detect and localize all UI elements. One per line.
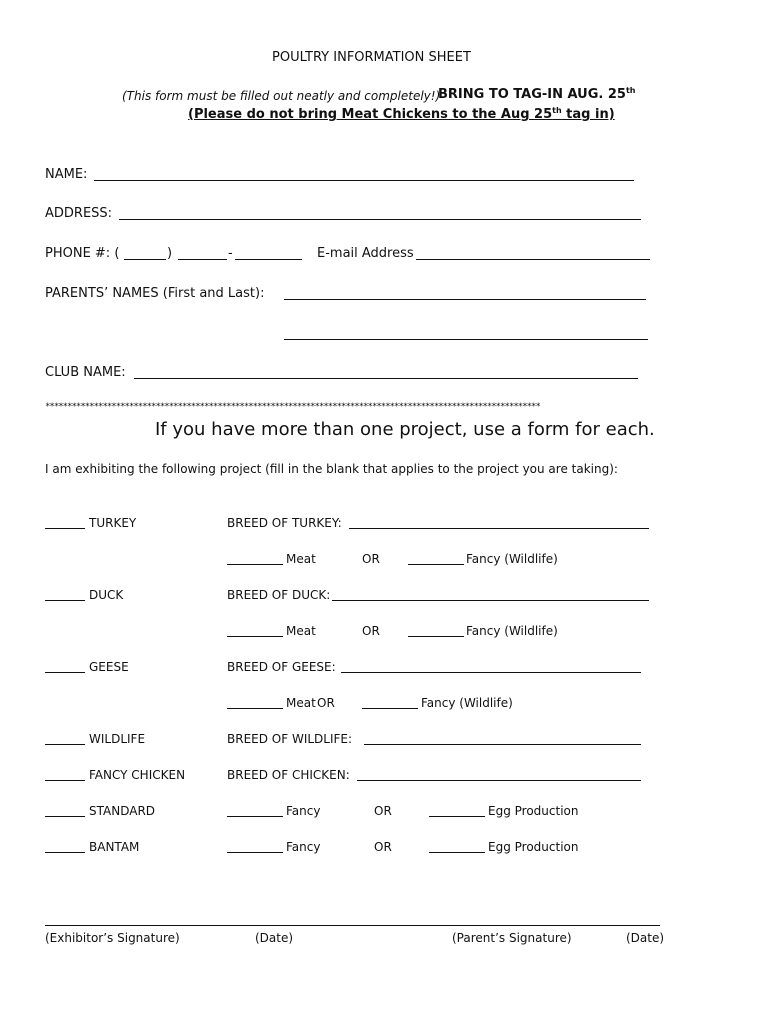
phone-label: PHONE #: ( xyxy=(45,246,120,261)
standard-checkbox-blank[interactable] xyxy=(45,816,85,817)
geese-or: OR xyxy=(317,696,335,710)
duck-breed-field[interactable] xyxy=(332,600,649,601)
club-name-field[interactable] xyxy=(134,378,638,379)
wildlife-checkbox-blank[interactable] xyxy=(45,744,85,745)
standard-label: STANDARD xyxy=(89,804,156,818)
name-label: NAME: xyxy=(45,167,88,182)
turkey-breed-field[interactable] xyxy=(349,528,649,529)
wildlife-breed-field[interactable] xyxy=(364,744,641,745)
turkey-checkbox-blank[interactable] xyxy=(45,528,85,529)
duck-meat-label: Meat xyxy=(286,624,316,638)
fancy-chicken-checkbox-blank[interactable] xyxy=(45,780,85,781)
asterisk-divider: **************************************************************************************************************** xyxy=(45,402,540,412)
bantam-or: OR xyxy=(374,840,392,854)
address-label: ADDRESS: xyxy=(45,206,113,221)
section-heading: If you have more than one project, use a form for each. xyxy=(155,419,655,440)
geese-fancy-label: Fancy (Wildlife) xyxy=(421,696,513,710)
bantam-egg-label: Egg Production xyxy=(488,840,579,854)
parents-names-field-1[interactable] xyxy=(284,299,646,300)
duck-checkbox-blank[interactable] xyxy=(45,600,85,601)
wildlife-label: WILDLIFE xyxy=(89,732,146,746)
bantam-fancy-blank[interactable] xyxy=(227,852,283,853)
name-field[interactable] xyxy=(94,180,634,181)
phone-prefix-field[interactable] xyxy=(178,259,227,260)
bantam-label: BANTAM xyxy=(89,840,140,854)
bring-to-tag-in: BRING TO TAG-IN AUG. 25th xyxy=(438,86,636,102)
club-name-label: CLUB NAME: xyxy=(45,365,126,380)
turkey-fancy-blank[interactable] xyxy=(408,564,464,565)
section-intro: I am exhibiting the following project (fill in the blank that applies to the project you are taking): xyxy=(45,462,618,476)
chicken-breed-field[interactable] xyxy=(357,780,641,781)
geese-breed-field[interactable] xyxy=(341,672,641,673)
geese-meat-blank[interactable] xyxy=(227,708,283,709)
duck-fancy-label: Fancy (Wildlife) xyxy=(466,624,558,638)
instruction-text: (This form must be filled out neatly and completely!) xyxy=(122,89,441,103)
duck-label: DUCK xyxy=(89,588,124,602)
turkey-meat-label: Meat xyxy=(286,552,316,566)
standard-egg-label: Egg Production xyxy=(488,804,579,818)
standard-or: OR xyxy=(374,804,392,818)
phone-line-field[interactable] xyxy=(235,259,302,260)
address-field[interactable] xyxy=(119,219,641,220)
turkey-breed-label: BREED OF TURKEY: xyxy=(227,516,342,530)
bantam-fancy-label: Fancy xyxy=(286,840,321,854)
standard-egg-blank[interactable] xyxy=(429,816,485,817)
exhibitor-date-label: (Date) xyxy=(255,931,294,945)
phone-dash: - xyxy=(228,246,233,261)
turkey-label: TURKEY xyxy=(89,516,137,530)
wildlife-breed-label: BREED OF WILDLIFE: xyxy=(227,732,353,746)
standard-fancy-label: Fancy xyxy=(286,804,321,818)
geese-checkbox-blank[interactable] xyxy=(45,672,85,673)
phone-close-paren: ) xyxy=(167,246,173,261)
bantam-egg-blank[interactable] xyxy=(429,852,485,853)
chicken-breed-label: BREED OF CHICKEN: xyxy=(227,768,350,782)
email-label: E-mail Address xyxy=(317,246,414,261)
parents-names-field-2[interactable] xyxy=(284,339,648,340)
meat-chicken-note: (Please do not bring Meat Chickens to the Aug 25th tag in) xyxy=(188,106,615,122)
geese-meat-label: Meat xyxy=(286,696,316,710)
phone-area-code-field[interactable] xyxy=(124,259,166,260)
turkey-meat-blank[interactable] xyxy=(227,564,283,565)
signature-line[interactable] xyxy=(45,925,660,926)
exhibitor-signature-label: (Exhibitor’s Signature) xyxy=(45,931,180,945)
bantam-checkbox-blank[interactable] xyxy=(45,852,85,853)
duck-breed-label: BREED OF DUCK: xyxy=(227,588,331,602)
duck-fancy-blank[interactable] xyxy=(408,636,464,637)
parent-date-label: (Date) xyxy=(626,931,665,945)
geese-label: GEESE xyxy=(89,660,129,674)
turkey-or: OR xyxy=(362,552,380,566)
geese-fancy-blank[interactable] xyxy=(362,708,418,709)
form-title: POULTRY INFORMATION SHEET xyxy=(272,50,471,65)
turkey-fancy-label: Fancy (Wildlife) xyxy=(466,552,558,566)
geese-breed-label: BREED OF GEESE: xyxy=(227,660,336,674)
email-field[interactable] xyxy=(416,259,650,260)
parent-signature-label: (Parent’s Signature) xyxy=(452,931,572,945)
duck-meat-blank[interactable] xyxy=(227,636,283,637)
standard-fancy-blank[interactable] xyxy=(227,816,283,817)
duck-or: OR xyxy=(362,624,380,638)
fancy-chicken-label: FANCY CHICKEN xyxy=(89,768,186,782)
parents-names-label: PARENTS’ NAMES (First and Last): xyxy=(45,286,265,301)
